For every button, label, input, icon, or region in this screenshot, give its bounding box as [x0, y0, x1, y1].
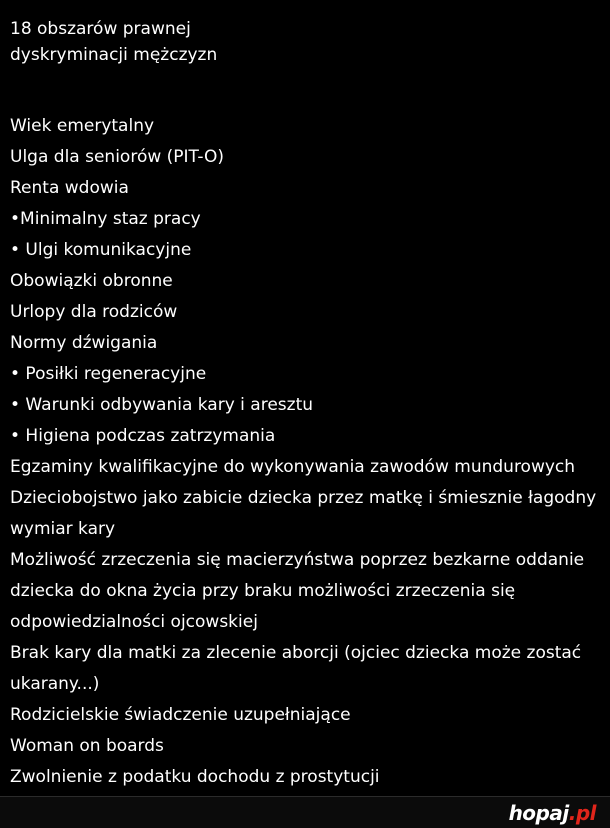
list-item: Egzaminy kwalifikacyjne do wykonywania zawodów mundurowych [10, 457, 576, 477]
post-title-line-1: 18 obszarów prawnej [10, 19, 191, 39]
footer-bar [0, 797, 610, 828]
list-item: • Ulgi komunikacyjne [10, 240, 192, 260]
list-item: Ulga dla seniorów (PIT-O) [10, 147, 224, 167]
list-item: Możliwość zrzeczenia się macierzyństwa poprzez bezkarne oddanie dziecka do okna życia przy braku możliwości zrzeczenia się odpowiedzialności ojcowskiej [10, 550, 585, 632]
post-title [10, 16, 602, 68]
list-item: Normy dźwigania [10, 333, 158, 353]
list-item: Wiek emerytalny [10, 116, 155, 136]
logo-main-text: hopaj [508, 801, 569, 825]
post-title-line-2: dyskryminacji mężczyzn [10, 45, 218, 65]
list-item: Zwolnienie z podatku dochodu z prostytucji [10, 767, 380, 787]
spacer [10, 68, 602, 111]
list-item: Renta wdowia [10, 178, 129, 198]
list-item: • Warunki odbywania kary i aresztu [10, 395, 314, 415]
list-item: • Posiłki regeneracyjne [10, 364, 207, 384]
list-item: Urlopy dla rodziców [10, 302, 178, 322]
list-item: Rodzicielskie świadczenie uzupełniające [10, 705, 351, 725]
logo-tld-text: .pl [568, 801, 596, 825]
list-item: Obowiązki obronne [10, 271, 173, 291]
list-item: • Higiena podczas zatrzymania [10, 426, 276, 446]
items-list [10, 111, 602, 793]
site-logo[interactable] [509, 801, 596, 825]
list-item: Brak kary dla matki za zlecenie aborcji (ojciec dziecka może zostać ukarany...) [10, 643, 582, 694]
list-item: Woman on boards [10, 736, 164, 756]
list-item: Dzieciobojstwo jako zabicie dziecka przez matkę i śmiesznie łagodny wymiar kary [10, 488, 597, 539]
list-item: •Minimalny staz pracy [10, 209, 201, 229]
